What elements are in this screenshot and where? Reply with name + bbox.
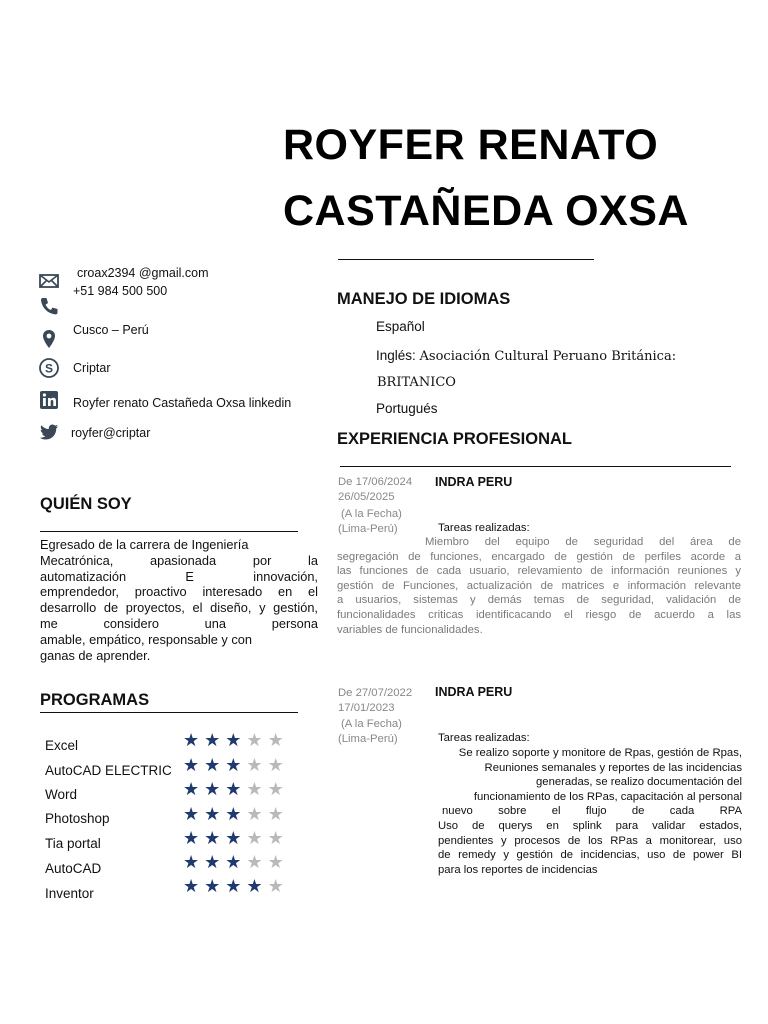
program-rating bbox=[183, 780, 289, 798]
job-date-to: 17/01/2023 bbox=[338, 702, 395, 714]
star-filled-icon: ★ bbox=[183, 852, 205, 872]
about-line: automatización E innovación, bbox=[40, 568, 318, 584]
star-empty-icon: ★ bbox=[267, 755, 289, 775]
star-filled-icon: ★ bbox=[225, 828, 247, 848]
location-icon bbox=[38, 328, 60, 350]
about-title: QUIÉN SOY bbox=[40, 495, 132, 513]
contact-linkedin[interactable]: Royfer renato Castañeda Oxsa linkedin bbox=[73, 396, 292, 410]
contact-location: Cusco – Perú bbox=[73, 323, 149, 337]
job-date-to: 26/05/2025 bbox=[338, 491, 395, 503]
job-tasks-label: Tareas realizadas: bbox=[438, 522, 530, 534]
twitter-icon bbox=[38, 421, 60, 443]
contact-phone[interactable]: +51 984 500 500 bbox=[73, 284, 168, 298]
language-english-level: BRITANICO bbox=[377, 375, 456, 390]
star-filled-icon: ★ bbox=[225, 779, 247, 799]
job-description bbox=[337, 535, 741, 637]
job-description bbox=[430, 746, 742, 877]
experience-divider bbox=[340, 466, 731, 467]
star-filled-icon: ★ bbox=[204, 828, 226, 848]
name-line-2: CASTAÑEDA OXSA bbox=[283, 187, 689, 235]
star-filled-icon: ★ bbox=[183, 804, 205, 824]
about-line: me considero una persona bbox=[40, 615, 318, 631]
job-description-line: segregación de funciones, encargado de gestión de perfiles acorde a bbox=[337, 550, 741, 563]
about-line: Mecatrónica, apasionada por la bbox=[40, 552, 318, 568]
star-filled-icon: ★ bbox=[204, 852, 226, 872]
job-description-line: gestión de Funciones, actualización de matrices e información relevante bbox=[337, 579, 741, 592]
about-text bbox=[40, 537, 318, 663]
program-name: AutoCAD bbox=[45, 861, 102, 876]
star-empty-icon: ★ bbox=[246, 755, 268, 775]
about-line: emprendedor, proactivo interesado en el bbox=[40, 584, 318, 600]
programs-title: PROGRAMAS bbox=[40, 691, 150, 709]
job-description-line: nuevo sobre el flujo de cada RPA bbox=[442, 805, 742, 818]
program-rating bbox=[183, 731, 289, 749]
job-description-line: variables de funcionalidades. bbox=[337, 623, 483, 636]
job-description-line: generadas, se realizo documentación del bbox=[536, 776, 742, 789]
about-line: desarrollo de proyectos, el diseño, y gestión, bbox=[40, 600, 318, 616]
program-rating bbox=[183, 853, 289, 871]
languages-title: MANEJO DE IDIOMAS bbox=[337, 290, 511, 308]
svg-text:S: S bbox=[44, 361, 54, 376]
job-description-line: funcionamiento de los RPas, capacitación al personal bbox=[473, 790, 742, 803]
program-name: AutoCAD ELECTRIC bbox=[45, 763, 172, 778]
job-until: (A la Fecha) bbox=[341, 508, 402, 520]
job-until: (A la Fecha) bbox=[341, 718, 402, 730]
job-date-from: De 17/06/2024 bbox=[338, 476, 413, 488]
star-filled-icon: ★ bbox=[225, 730, 247, 750]
program-rating bbox=[183, 756, 289, 774]
star-empty-icon: ★ bbox=[246, 779, 268, 799]
mail-icon bbox=[38, 270, 60, 292]
header-divider bbox=[338, 259, 594, 260]
job-date-from: De 27/07/2022 bbox=[338, 687, 413, 699]
star-filled-icon: ★ bbox=[183, 876, 205, 896]
job-company: INDRA PERU bbox=[435, 475, 513, 489]
star-filled-icon: ★ bbox=[204, 730, 226, 750]
experience-title: EXPERIENCIA PROFESIONAL bbox=[337, 430, 573, 448]
star-empty-icon: ★ bbox=[267, 852, 289, 872]
program-name: Inventor bbox=[45, 886, 94, 901]
job-description-line: de remedy y gestión de incidencias, uso de power BI bbox=[438, 849, 742, 862]
about-line: Egresado de la carrera de Ingeniería bbox=[40, 537, 249, 552]
contact-email[interactable]: croax2394 @gmail.com bbox=[77, 266, 209, 280]
program-rating bbox=[183, 877, 289, 895]
language-spanish: Español bbox=[376, 319, 425, 334]
star-empty-icon: ★ bbox=[246, 730, 268, 750]
job-description-line: para los reportes de incidencias bbox=[438, 863, 598, 876]
job-tasks-label: Tareas realizadas: bbox=[438, 732, 530, 744]
job-description-line: Miembro del equipo de seguridad del área de bbox=[425, 536, 741, 548]
program-rating bbox=[183, 829, 289, 847]
about-line: amable, empático, responsable y con bbox=[40, 631, 252, 647]
star-filled-icon: ★ bbox=[183, 755, 205, 775]
job-description-line: Se realizo soporte y monitore de Rpas, gestión de Rpas, bbox=[458, 747, 742, 759]
star-filled-icon: ★ bbox=[204, 779, 226, 799]
program-name: Word bbox=[45, 787, 78, 802]
star-filled-icon: ★ bbox=[225, 804, 247, 824]
star-filled-icon: ★ bbox=[204, 876, 226, 896]
star-empty-icon: ★ bbox=[267, 876, 289, 896]
job-description-line: las funciones de cada usuario, relevamiento de información reuniones y bbox=[337, 565, 741, 578]
phone-icon bbox=[38, 295, 60, 317]
language-english-school: Asociación Cultural Peruano Británica: bbox=[419, 349, 677, 364]
skype-icon bbox=[38, 357, 60, 379]
program-name: Excel bbox=[45, 738, 79, 753]
star-empty-icon: ★ bbox=[246, 852, 268, 872]
program-name: Tia portal bbox=[45, 836, 101, 851]
contact-skype[interactable]: Criptar bbox=[73, 361, 111, 375]
job-description-line: funcionalidades criticas identificacando el riesgo de acuerdo a las bbox=[337, 608, 741, 621]
star-filled-icon: ★ bbox=[183, 779, 205, 799]
program-name: Photoshop bbox=[45, 811, 110, 826]
job-description-line: pendientes y procesos de los RPas a monitorear, uso bbox=[438, 834, 742, 847]
language-english bbox=[376, 348, 676, 364]
star-empty-icon: ★ bbox=[246, 828, 268, 848]
name-line-1: ROYFER RENATO bbox=[283, 121, 659, 169]
star-empty-icon: ★ bbox=[267, 779, 289, 799]
star-empty-icon: ★ bbox=[246, 804, 268, 824]
star-filled-icon: ★ bbox=[183, 828, 205, 848]
job-location: (Lima-Perú) bbox=[338, 733, 398, 745]
contact-twitter[interactable]: royfer@criptar bbox=[71, 426, 151, 440]
job-company: INDRA PERU bbox=[435, 685, 513, 699]
star-filled-icon: ★ bbox=[246, 876, 268, 896]
job-description-line: a usuarios, sistemas y demás temas de seguridad, validación de bbox=[337, 594, 741, 607]
star-filled-icon: ★ bbox=[225, 755, 247, 775]
language-english-label: Inglés: bbox=[376, 348, 416, 363]
linkedin-icon bbox=[38, 389, 60, 411]
star-empty-icon: ★ bbox=[267, 730, 289, 750]
job-description-line: Reuniones semanales y reportes de las incidencias bbox=[484, 761, 742, 774]
language-portuguese: Portugués bbox=[376, 401, 438, 416]
star-filled-icon: ★ bbox=[225, 852, 247, 872]
program-rating bbox=[183, 805, 289, 823]
star-empty-icon: ★ bbox=[267, 828, 289, 848]
star-filled-icon: ★ bbox=[204, 755, 226, 775]
star-filled-icon: ★ bbox=[204, 804, 226, 824]
about-divider bbox=[40, 531, 298, 532]
job-description-line: Uso de querys en splink para validar estados, bbox=[438, 819, 742, 832]
star-filled-icon: ★ bbox=[225, 876, 247, 896]
job-location: (Lima-Perú) bbox=[338, 523, 398, 535]
star-filled-icon: ★ bbox=[183, 730, 205, 750]
about-line: ganas de aprender. bbox=[40, 647, 151, 663]
programs-divider bbox=[40, 712, 298, 713]
star-empty-icon: ★ bbox=[267, 804, 289, 824]
